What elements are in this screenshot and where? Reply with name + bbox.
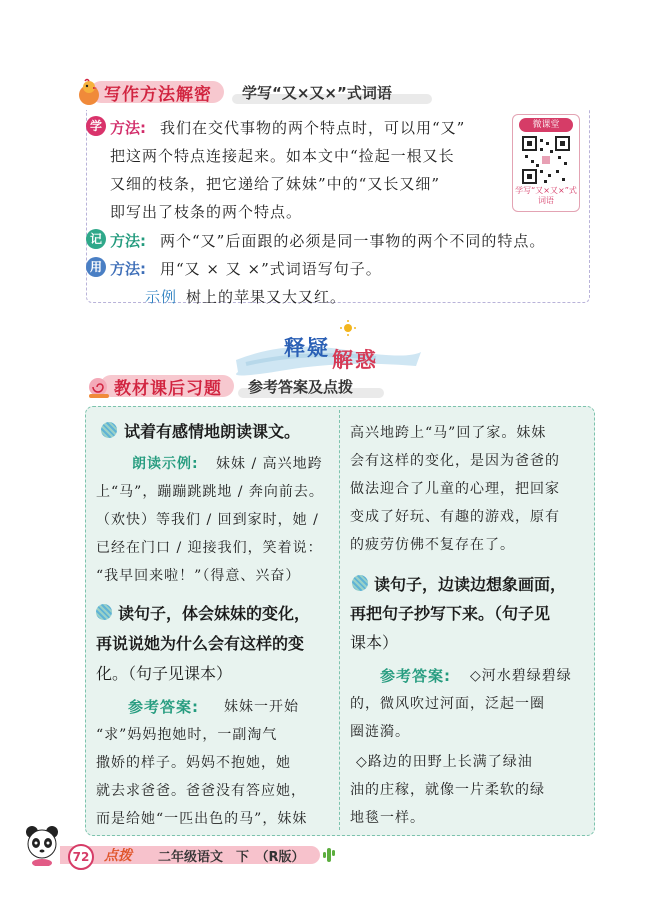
read-line: “我早回来啦！”（得意、兴奋）: [96, 568, 301, 584]
qr-card[interactable]: [512, 114, 580, 212]
section-badge-exercises: [86, 372, 236, 400]
question-bullet-icon: [352, 575, 368, 591]
tag-remember: 记: [86, 229, 106, 249]
answer-line: 的，微风吹过河面，泛起一圈: [350, 696, 545, 712]
learn-line: 我们在交代事物的两个特点时，可以用“又”: [160, 119, 466, 137]
example-text: 树上的苹果又大又红。: [186, 288, 347, 306]
use-line: 用“又 × 又 ×”式词语写句子。: [160, 260, 382, 278]
method-label-learn: 方法:: [110, 119, 146, 137]
continued-line: 会有这样的变化，是因为爸爸的: [350, 453, 560, 469]
qr-code-icon: [522, 136, 570, 184]
banner-title-part2: 解惑: [332, 348, 378, 372]
question-2-line: 再说说她为什么会有这样的变: [96, 634, 305, 653]
answer-line: 就去求爸爸。爸爸没有答应她，: [96, 783, 306, 799]
answer-line: “求”妈妈抱她时，一副淘气: [96, 727, 278, 743]
read-example-label: 朗读示例:: [132, 456, 199, 472]
tag-learn: 学: [86, 116, 106, 136]
continued-line: 做法迎合了儿童的心理，把回家: [350, 481, 560, 497]
question-3-line: 读句子，边读边想象画面，: [374, 575, 567, 594]
read-line: （欢快）等我们 / 回到家时，她 /: [96, 512, 319, 528]
answer-line: 圈涟漪。: [350, 724, 410, 740]
question-bullet-icon: [96, 604, 112, 620]
answer-line: 撒娇的样子。妈妈不抱她，她: [96, 755, 291, 771]
banner-explain: [226, 320, 426, 378]
question-1: 试着有感情地朗读课文。: [124, 422, 301, 441]
banner-title-part1: 释疑: [284, 336, 330, 360]
answer-line: ◇路边的田野上长满了绿油: [356, 754, 533, 770]
remember-line: 两个“又”后面跟的必须是同一事物的两个不同的特点。: [160, 232, 546, 250]
method-label-remember: 方法:: [110, 232, 146, 250]
sun-icon: [340, 320, 356, 336]
section-subtitle: [232, 80, 432, 106]
question-2-line: 读句子，体会妹妹的变化，: [118, 604, 311, 623]
read-line: 已经在门口 / 迎接我们，笑着说：: [96, 540, 323, 556]
continued-line: 变成了好玩、有趣的游戏，原有: [350, 509, 560, 525]
answer-label: 参考答案:: [128, 698, 199, 716]
question-bullet-icon: [101, 422, 117, 438]
answer-line: ◇河水碧绿碧绿: [470, 668, 572, 684]
footer-book-title: 二年级语文 下 （R版）: [158, 850, 305, 865]
qr-caption: 学写“又×又×”式词语: [515, 186, 577, 205]
footer-brand: 点拨: [104, 848, 132, 864]
section-badge-writing-method: [76, 78, 228, 106]
continued-line: 高兴地跨上“马”回了家。妹妹: [350, 425, 547, 441]
example-label: 示例: [145, 288, 178, 306]
answer-line: 妹妹一开始: [224, 699, 299, 715]
column-divider: [339, 410, 340, 830]
cactus-icon: [322, 846, 336, 862]
panda-mascot-icon: [22, 824, 62, 866]
badge-title: 写作方法解密: [104, 85, 212, 105]
qr-header: 微课堂: [519, 118, 573, 132]
section-subtitle: [238, 374, 388, 400]
subtitle-text: 学写“又×又×”式词语: [242, 84, 392, 102]
answer-line: 地毯一样。: [350, 810, 425, 826]
question-3-line: 再把句子抄写下来。（句子见: [350, 604, 551, 623]
question-3-line: 课本）: [350, 633, 399, 652]
subtitle-text: 参考答案及点拨: [248, 378, 354, 396]
answer-label: 参考答案:: [380, 667, 451, 685]
snail-mascot-icon: [86, 372, 112, 400]
answer-line: 而是给她“一匹出色的马”，妹妹: [96, 811, 308, 827]
learn-line: 把这两个特点连接起来。如本文中“捡起一根又长: [110, 147, 455, 165]
tag-use: 用: [86, 257, 106, 277]
answer-line: 油的庄稼，就像一片柔软的绿: [350, 782, 545, 798]
learn-line: 又细的枝条，把它递给了妹妹”中的“又长又细”: [110, 175, 441, 193]
read-line: 上“马”，蹦蹦跳跳地 / 奔向前去。: [96, 484, 324, 500]
question-2-line: 化。（句子见课本）: [96, 664, 233, 683]
read-line: 妹妹 / 高兴地跨: [216, 456, 323, 472]
badge-title: 教材课后习题: [114, 379, 222, 399]
chick-mascot-icon: [76, 78, 102, 106]
learn-line: 即写出了枝条的两个特点。: [110, 203, 303, 221]
continued-line: 的疲劳仿佛不复存在了。: [350, 537, 515, 553]
page-number: 72: [68, 844, 94, 870]
method-label-use: 方法:: [110, 260, 146, 278]
